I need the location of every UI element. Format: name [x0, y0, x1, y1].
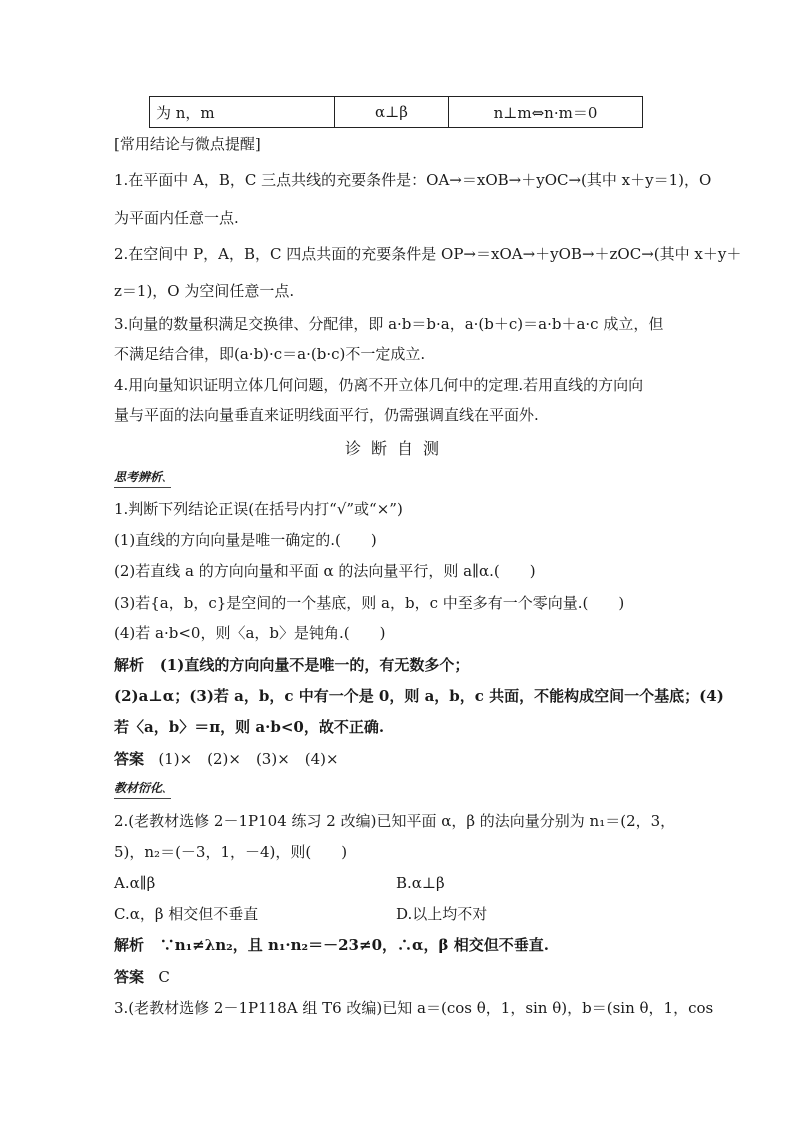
q2-analysis-text: ∵n₁≠λn₂，且 n₁·n₂＝－23≠0，∴α，β 相交但不垂直.	[159, 936, 549, 954]
label-think-analysis: 思考辨析 、	[114, 470, 171, 488]
conclusion-line-6: 不满足结合律，即(a·b)·c＝a·(b·c)不一定成立.	[114, 345, 426, 363]
q1-analysis-line-1: (1)直线的方向向量不是唯一的，有无数多个；	[159, 656, 470, 674]
table-cell-condition: 为 n，m	[150, 97, 335, 127]
q1-analysis	[114, 654, 469, 676]
conclusions-heading: [常用结论与微点提醒]	[114, 135, 261, 153]
q2-option-d: D.以上均不对	[396, 905, 488, 923]
q3-stem: 3.(老教材选修 2－1P118A 组 T6 改编)已知 a＝(cos θ，1，sin θ)，b＝(sin θ，1，cos	[114, 999, 714, 1017]
q1-answer	[114, 748, 339, 770]
table-cell-vector-condition: n⊥m⇔n·m＝0	[493, 103, 598, 122]
q2-option-a: A.α∥β	[114, 874, 156, 892]
q1-answer-value: (1)× (2)× (3)× (4)×	[158, 750, 339, 768]
q1-analysis-line-2: (2)a⊥α；(3)若 a，b，c 中有一个是 0，则 a，b，c 共面，不能构成空间一个基底；(4)	[114, 687, 724, 705]
q1-stem: 1.判断下列结论正误(在括号内打“√”或“×”)	[114, 500, 403, 518]
conclusion-line-7: 4.用向量知识证明立体几何问题，仍离不开立体几何中的定理.若用直线的方向向	[114, 376, 644, 394]
answer-label: 答案	[114, 968, 145, 986]
q1-item-1: (1)直线的方向向量是唯一确定的.( )	[114, 531, 377, 549]
q2-stem-line-1: 2.(老教材选修 2－1P104 练习 2 改编)已知平面 α，β 的法向量分别为 n₁＝(2，3，	[114, 812, 676, 830]
conclusion-line-1: 1.在平面中 A，B，C 三点共线的充要条件是：OA→＝xOB→＋yOC→(其中 x＋y＝1)，O	[114, 171, 712, 189]
q1-item-3: (3)若{a，b，c}是空间的一个基底，则 a，b，c 中至多有一个零向量.( )	[114, 594, 625, 612]
q2-answer-value: C	[158, 968, 170, 986]
q1-analysis-line-3: 若〈a，b〉＝π，则 a·b<0，故不正确.	[114, 718, 385, 736]
label-textbook-derivation: 教材衍化 、	[114, 781, 171, 799]
conclusion-line-5: 3.向量的数量积满足交换律、分配律，即 a·b＝b·a，a·(b＋c)＝a·b＋a·c 成立，但	[114, 315, 664, 333]
table-cell-relation: α⊥β	[335, 97, 449, 127]
answer-label: 答案	[114, 750, 145, 768]
q2-answer	[114, 966, 170, 988]
q2-option-c: C.α，β 相交但不垂直	[114, 905, 259, 923]
conclusion-line-2: 为平面内任意一点.	[114, 209, 239, 227]
q2-option-b: B.α⊥β	[396, 874, 445, 892]
conclusion-line-3: 2.在空间中 P，A，B，C 四点共面的充要条件是 OP→＝xOA→＋yOB→＋zOC→(其中 x＋y＋	[114, 245, 742, 263]
q2-stem-line-2: 5)，n₂＝(－3，1，－4)，则( )	[114, 843, 348, 861]
analysis-label: 解析	[114, 936, 145, 954]
analysis-label: 解析	[114, 656, 145, 674]
section-title: 诊断自测	[344, 439, 449, 458]
q1-item-2: (2)若直线 a 的方向向量和平面 α 的法向量平行，则 a∥α.( )	[114, 562, 536, 580]
conclusion-line-4: z＝1)，O 为空间任意一点.	[114, 282, 295, 300]
conclusion-line-8: 量与平面的法向量垂直来证明线面平行，仍需强调直线在平面外.	[114, 406, 539, 424]
condition-table	[149, 96, 643, 128]
q2-analysis	[114, 934, 549, 956]
q1-item-4: (4)若 a·b<0，则〈a，b〉是钝角.( )	[114, 624, 386, 642]
